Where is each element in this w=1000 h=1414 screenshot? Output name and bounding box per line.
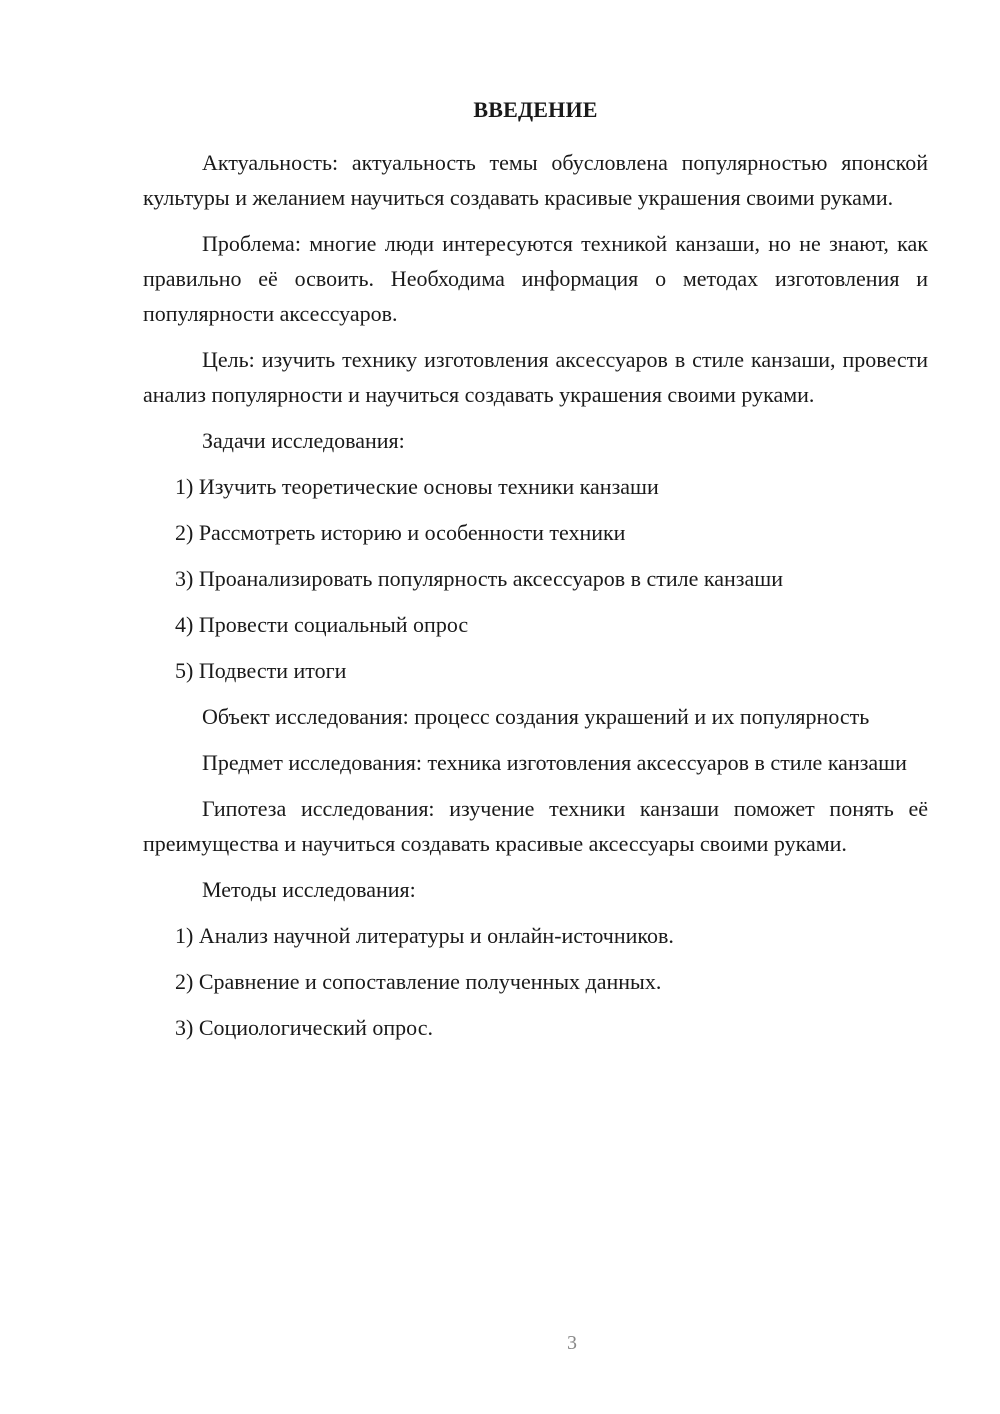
list-item: 1) Изучить теоретические основы техники канзаши [175,474,659,499]
page-number: 3 [567,1332,577,1354]
list-item: 1) Анализ научной литературы и онлайн-источников. [175,923,674,948]
hypothesis-paragraph: Гипотеза исследования: изучение техники канзаши поможет понять её преимущества и научиться создавать красивые аксессуары своими руками. [143,796,928,856]
problem-paragraph: Проблема: многие люди интересуются техникой канзаши, но не знают, как правильно её освоить. Необходима информация о методах изготовления и популярности аксессуаров. [143,231,928,326]
subject-paragraph: Предмет исследования: техника изготовления аксессуаров в стиле канзаши [202,750,907,775]
relevance-paragraph: Актуальность: актуальность темы обусловлена популярностью японской культуры и желанием научиться создавать красивые украшения своими руками. [143,150,928,210]
tasks-list [143,469,928,688]
list-item: 2) Сравнение и сопоставление полученных данных. [175,969,662,994]
object-paragraph: Объект исследования: процесс создания украшений и их популярность [202,704,870,729]
methods-list [143,918,928,1045]
list-item: 2) Рассмотреть историю и особенности техники [175,520,626,545]
list-item: 3) Социологический опрос. [175,1015,433,1040]
tasks-label: Задачи исследования: [202,428,405,453]
goal-paragraph: Цель: изучить технику изготовления аксессуаров в стиле канзаши, провести анализ популярности и научиться создавать украшения своими руками. [143,347,928,407]
list-item: 4) Провести социальный опрос [175,612,469,637]
document-page [143,95,928,1056]
list-item: 3) Проанализировать популярность аксессуаров в стиле канзаши [175,566,783,591]
methods-label: Методы исследования: [202,877,416,902]
list-item: 5) Подвести итоги [175,658,347,683]
page-title: ВВЕДЕНИЕ [473,97,598,122]
